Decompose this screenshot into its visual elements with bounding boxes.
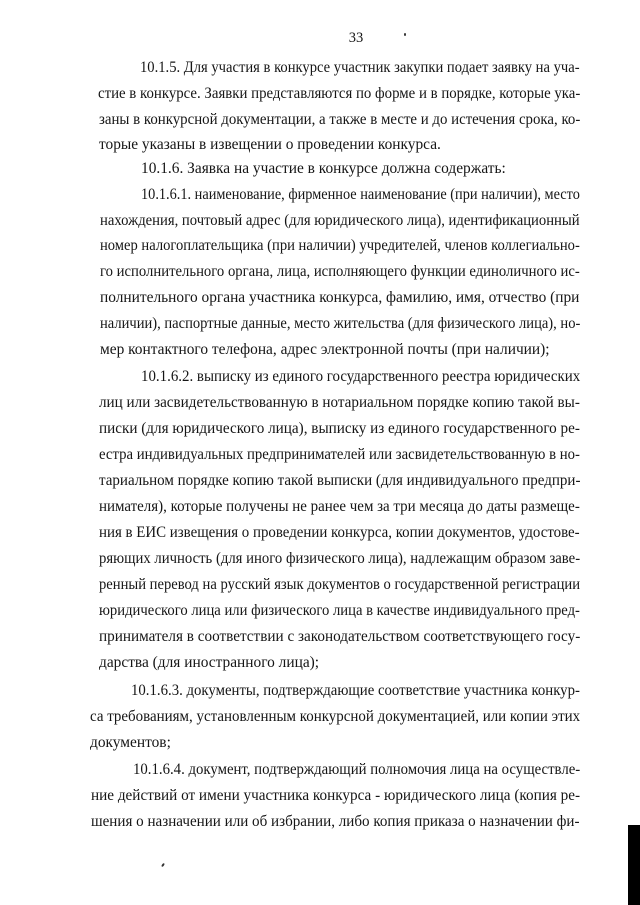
text-line: наличии), паспортные данные, место жительства (для физического лица), но- (100, 315, 581, 332)
text-line: нимателя), которые получены не ранее чем за три месяца до даты размеще- (99, 498, 580, 515)
scan-speck (404, 33, 406, 36)
text-line: ренный перевод на русский язык документов о государственной регистрации (99, 576, 581, 593)
text-line: са требованиям, установленным конкурсной документацией, или копии этих (90, 708, 581, 725)
text-line: 10.1.5. Для участия в конкурсе участник закупки подает заявку на уча- (140, 59, 580, 76)
text-line: юридического лица или физического лица в качестве индивидуального пред- (99, 602, 580, 619)
text-line: заны в конкурсной документации, а также в месте и до истечения срока, ко- (99, 111, 581, 128)
text-line: мер контактного телефона, адрес электронной почты (при наличии); (100, 341, 550, 358)
page-number: 33 (348, 30, 364, 46)
text-line: 10.1.6. Заявка на участие в конкурсе должна содержать: (141, 160, 506, 177)
text-line: писки (для юридического лица), выписку из единого государственного ре- (99, 420, 580, 437)
text-line: документов; (90, 734, 171, 751)
text-line: 10.1.6.2. выписку из единого государственного реестра юридических (141, 368, 581, 385)
text-line: полнительного органа участника конкурса, фамилию, имя, отчество (при (100, 289, 580, 306)
text-line: нахождения, почтовый адрес (для юридического лица), идентификационный (100, 212, 580, 229)
text-line: ния в ЕИС извещения о проведении конкурса, копии документов, удостове- (99, 524, 580, 541)
scan-edge-mark (628, 825, 640, 905)
text-line: номер налогоплательщика (при наличии) учредителей, членов коллегиально- (100, 237, 580, 254)
text-line: дарства (для иностранного лица); (99, 654, 320, 671)
text-line: лиц или засвидетельствованную в нотариальном порядке копию такой вы- (99, 394, 580, 411)
text-line: торые указаны в извещении о проведении конкурса. (99, 136, 441, 153)
text-line: естра индивидуальных предпринимателей или засвидетельствованную в но- (99, 446, 580, 463)
text-line: ряющих личность (для иного физического лица), надлежащим образом заве- (99, 550, 581, 567)
text-line: 10.1.6.1. наименование, фирменное наименование (при наличии), место (141, 186, 580, 203)
scan-speck (161, 863, 165, 867)
text-line: го исполнительного органа, лица, исполняющего функции единоличного ис- (100, 263, 580, 280)
text-line: стие в конкурсе. Заявки представляются по форме и в порядке, которые ука- (98, 85, 581, 102)
text-line: 10.1.6.3. документы, подтверждающие соответствие участника конкур- (131, 682, 580, 699)
text-line: 10.1.6.4. документ, подтверждающий полномочия лица на осуществле- (133, 761, 581, 778)
text-line: принимателя в соответствии с законодательством соответствующего госу- (99, 628, 581, 645)
text-line: ние действий от имени участника конкурса - юридического лица (копия ре- (91, 787, 581, 804)
text-line: тариальном порядке копию такой выписки (для индивидуального предпри- (99, 472, 581, 489)
text-line: шения о назначении или об избрании, либо копия приказа о назначении фи- (91, 813, 580, 830)
